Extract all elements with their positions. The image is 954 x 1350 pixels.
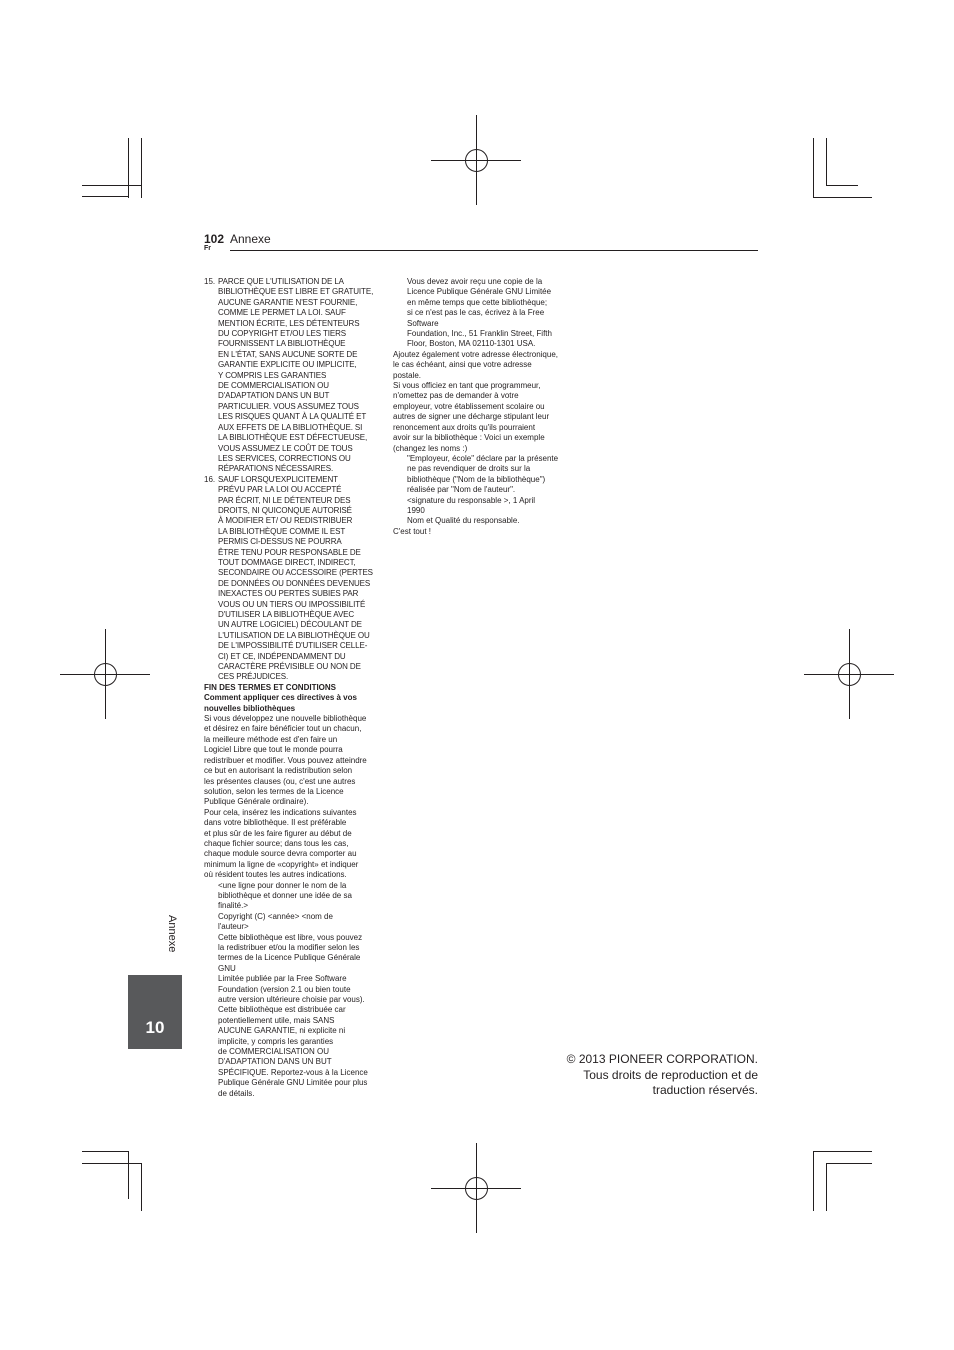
section-heading: Comment appliquer ces directives à vos nouvelles bibliothèques [204,693,357,713]
crop-mark [82,185,142,186]
registration-target-top [431,115,521,205]
list-item [204,277,382,475]
crop-mark [813,138,814,198]
crop-mark [813,1151,872,1152]
indented-paragraph: Nom et Qualité du responsable. [407,516,520,526]
text-column-middle [393,277,571,537]
indented-paragraph: Limitée publiée par la Free Software Foundation (version 2.1 ou bien toute autre version ultérieure choisie par vous). Cette bibliothèque est distribuée car potentiellement utile, mais SANS AUCUNE GARANTIE, ni explicite ni implicite, y compris les garanties de COMMERCIALISATION OU D'ADAPTATION DANS UN BUT SPÉCIFIQUE. Reportez-vous à la Licence Publique Générale GNU Limitée pour plus de détails. [218,974,368,1098]
crop-mark [141,138,142,198]
crop-mark [826,1163,827,1211]
copyright-line: Tous droits de reproduction et de [583,1067,758,1082]
indented-paragraph: Foundation, Inc., 51 Franklin Street, Fifth Floor, Boston, MA 02110-1301 USA. [407,329,552,349]
indented-paragraph: "Employeur, école" déclare par la présente ne pas revendiquer de droits sur la bibliothèque ("Nom de la bibliothèque") réalisée par "Nom de l'auteur". [407,453,559,495]
crop-mark [82,196,129,197]
item-number: 15. [204,277,216,286]
item-text: PARCE QUE L'UTILISATION DE LA BIBLIOTHÈQUE EST LIBRE ET GRATUITE, AUCUNE GARANTIE N'EST FOURNIE, COMME LE PERMET LA LOI. SAUF MENTION ÉCRITE, LES DÉTENTEURS DU COPYRIGHT ET/OU LES TIERS FOURNISSENT LA BIBLIOTHÈQUE EN L'ÉTAT, SANS AUCUNE SORTE DE GARANTIE EXPLICITE OU IMPLICITE, Y COMPRIS LES GARANTIES DE COMMERCIALISATION OU D'ADAPTATION DANS UN BUT PARTICULIER. VOUS ASSUMEZ TOUS LES RISQUES QUANT À LA QUALITÉ ET AUX EFFETS DE LA BIBLIOTHÈQUE. SI LA BIBLIOTHÈQUE EST DÉFECTUEUSE, VOUS ASSUMEZ LE COÛT DE TOUS LES SERVICES, CORRECTIONS OU RÉPARATIONS NÉCESSAIRES. [218,277,374,474]
indented-paragraph: Copyright (C) <année> <nom de l'auteur> [218,911,333,932]
chapter-number: 10 [145,1018,165,1037]
item-text: SAUF LORSQU'EXPLICITEMENT PRÉVU PAR LA LOI OU ACCEPTÉ PAR ÉCRIT, NI LE DÉTENTEUR DES DROITS, NI QUICONQUE AUTORISÉ À MODIFIER ET/ OU REDISTRIBUER LA BIBLIOTHÈQUE COMME IL EST PERMIS CI-DESSUS NE POURRA ÊTRE TENU POUR RESPONSABLE DE TOUT DOMMAGE DIRECT, INDIRECT, SECONDAIRE OU ACCESSOIRE (PERTES DE DONNÉES OU DONNÉES DEVENUES INEXACTES OU PERTES SUBIES PAR VOUS OU UN TIERS OU IMPOSSIBILITÉ D'UTILISER LA BIBLIOTHÈQUE AVEC UN AUTRE LOGICIEL) DÉCOULANT DE L'UTILISATION DE LA BIBLIOTHÈQUE OU DE L'IMPOSSIBILITÉ D'UTILISER CELLE- CI) ET CE, INDÉPENDAMMENT DU CARACTÈRE PRÉVISIBLE OU NON DE CES PRÉJUDICES. [218,474,373,682]
copyright-notice [540,1052,758,1099]
paragraph: Si vous développez une nouvelle bibliothèque et désirez en faire bénéficier tout un chacun, la meilleure méthode est d'en faire un Logiciel Libre que tout le monde pourra redistribuer et modifier. Vous pouvez atteindre ce but en autorisant la redistribution selon les présentes clauses (ou, c'est une autres solution, selon les termes de la Licence Publique Générale ordinaire). [204,714,367,807]
crop-mark [82,1151,129,1152]
header-rule [230,250,758,251]
crop-mark [141,1163,142,1211]
language-code: Fr [204,245,211,252]
paragraph: Ajoutez également votre adresse électronique, le cas échéant, ainsi que votre adresse postale. [393,349,558,380]
paragraph: Pour cela, insérez les indications suivantes dans votre bibliothèque. Il est préférable et plus sûr de les faire figurer au début de chaque fichier source; dans tous les cas, chaque module source devra comporter au minimum la ligne de «copyright» et indiquer où résident toutes les autres indications. [204,807,359,880]
registration-target-left [60,629,150,719]
crop-mark [813,1151,814,1211]
registration-target-bottom [431,1143,521,1233]
section-heading: FIN DES TERMES ET CONDITIONS [204,682,337,692]
copyright-line: traduction réservés. [652,1083,758,1097]
crop-mark [826,1163,872,1164]
indented-paragraph: <une ligne pour donner le nom de la bibliothèque et donner une idée de sa finalité.> [218,880,352,911]
item-number: 16. [204,474,216,484]
copyright-line: © 2013 PIONEER CORPORATION. [566,1052,758,1066]
crop-mark [826,138,827,186]
page-title: Annexe [230,232,271,246]
crop-mark [82,1163,142,1164]
paragraph: C'est tout ! [393,526,431,536]
registration-target-right [804,629,894,719]
indented-paragraph: Vous devez avoir reçu une copie de la Licence Publique Générale GNU Limitée en même temps que cette bibliothèque; si ce n'est pas le cas, écrivez à la Free Software [407,277,552,328]
crop-mark [813,197,872,198]
text-column-left [204,277,382,1099]
indented-paragraph: Cette bibliothèque est libre, vous pouvez la redistribuer et/ou la modifier selon les termes de la Licence Publique Générale GNU [218,932,363,973]
page-number: 102 [204,232,225,246]
crop-mark [128,138,129,198]
paragraph: Si vous officiez en tant que programmeur, n'omettez pas de demander à votre employeur, votre établissement scolaire ou autres de signer une décharge stipulant leur renoncement aux droits qu'ils pourraient avoir sur la bibliothèque : Voici un exemple (changez les noms :) [393,381,550,453]
crop-mark [826,185,858,186]
list-item [204,475,382,683]
side-tab-label: Annexe [166,915,178,953]
indented-paragraph: <signature du responsable >, 1 April 1990 [407,495,536,515]
crop-mark [128,1151,129,1199]
